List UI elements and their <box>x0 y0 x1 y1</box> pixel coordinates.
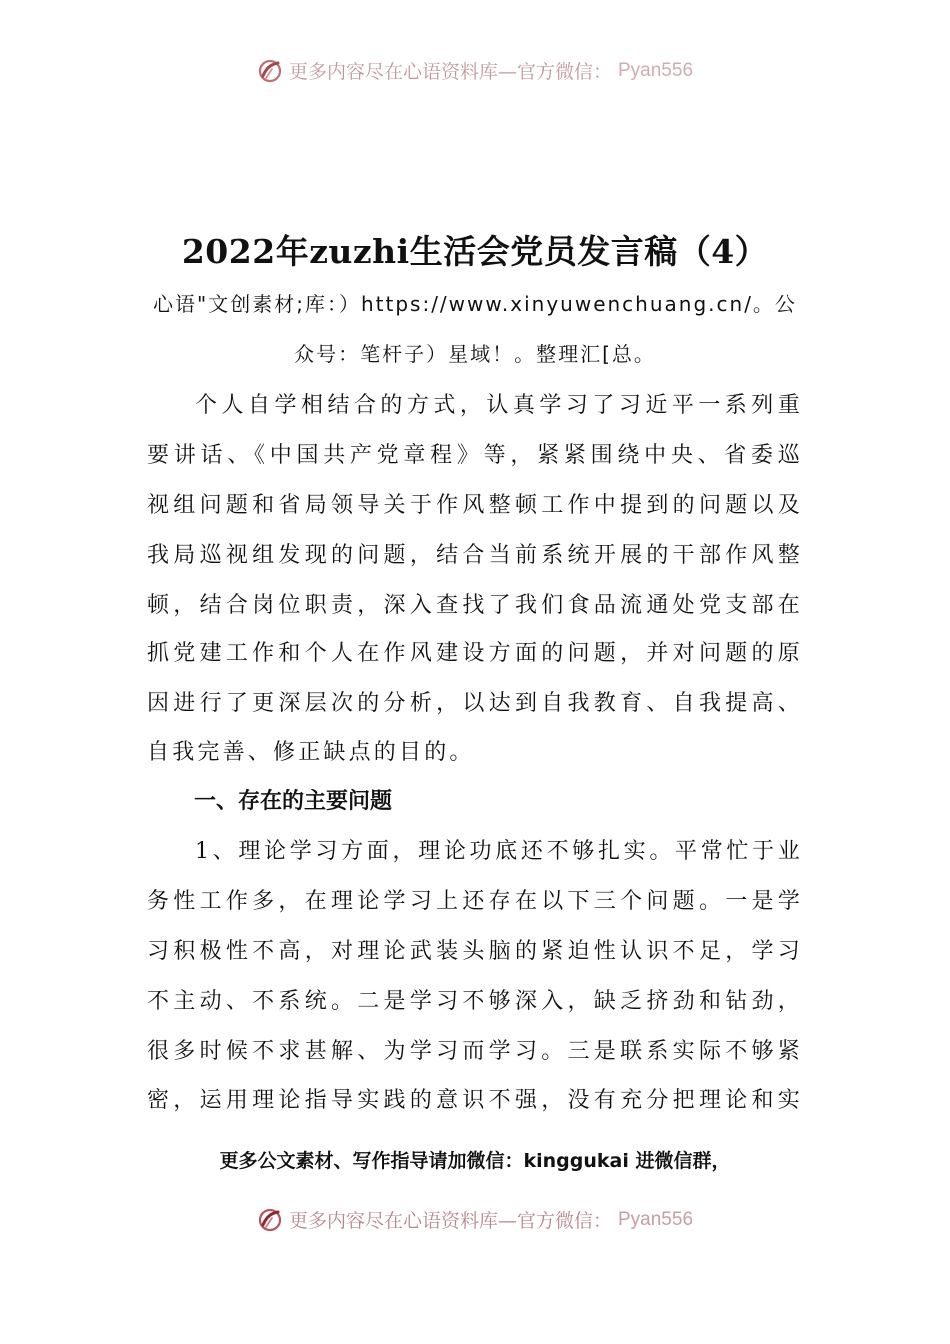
source-line-1: 心语"文创素材;库：）https://www.xinyuwenchuang.cn/。公 <box>153 292 797 316</box>
paragraph-line: 不主动、不系统。二是学习不够深入，缺乏挤劲和钻劲， <box>147 989 803 1014</box>
document-title: 2022年zuzhi生活会党员发言稿（4） <box>181 232 769 271</box>
watermark-text: 更多内容尽在心语资料库—官方微信： <box>288 1210 612 1232</box>
paragraph-line: 视组问题和省局领导关于作风整顿工作中提到的问题以及 <box>147 493 803 518</box>
paragraph-line: 习积极性不高，对理论武装头脑的紧迫性认识不足，学习 <box>147 939 803 964</box>
paragraph-line: 我局巡视组发现的问题，结合当前系统开展的干部作风整 <box>147 543 803 568</box>
paragraph-line: 务性工作多，在理论学习上还存在以下三个问题。一是学 <box>147 889 803 914</box>
paragraph-line: 很多时候不求甚解、为学习而学习。三是联系实际不够紧 <box>147 1039 803 1064</box>
source-line-2: 众号：笔杆子）星域！。整理汇[总。 <box>294 342 656 366</box>
section-heading: 一、存在的主要问题 <box>194 789 393 814</box>
paragraph-line: 个人自学相结合的方式，认真学习了习近平一系列重 <box>195 393 803 418</box>
footer-note: 更多公文素材、写作指导请加微信：kinggukai 进微信群， <box>219 1150 731 1172</box>
watermark-wechat-id: Pyan556 <box>618 1208 694 1230</box>
watermark-wechat-id: Pyan556 <box>618 59 694 81</box>
paragraph-line: 顿，结合岗位职责，深入查找了我们食品流通处党支部在 <box>147 593 803 618</box>
paragraph-line: 抓党建工作和个人在作风建设方面的问题，并对问题的原 <box>147 641 803 666</box>
watermark-bottom <box>0 1206 950 1233</box>
paragraph-line: 自我完善、修正缺点的目的。 <box>147 740 475 765</box>
brush-logo-icon <box>257 1207 283 1233</box>
paragraph-line: 要讲话、《中国共产党章程》等，紧紧围绕中央、省委巡 <box>147 443 803 468</box>
paragraph-line: 密，运用理论指导实践的意识不强，没有充分把理论和实 <box>147 1088 803 1113</box>
brush-logo-icon <box>257 58 283 84</box>
watermark-text: 更多内容尽在心语资料库—官方微信： <box>288 61 612 83</box>
watermark-top <box>0 57 950 84</box>
paragraph-line: 1、理论学习方面，理论功底还不够扎实。平常忙于业 <box>195 839 803 864</box>
paragraph-line: 因进行了更深层次的分析，以达到自我教育、自我提高、 <box>147 691 803 716</box>
